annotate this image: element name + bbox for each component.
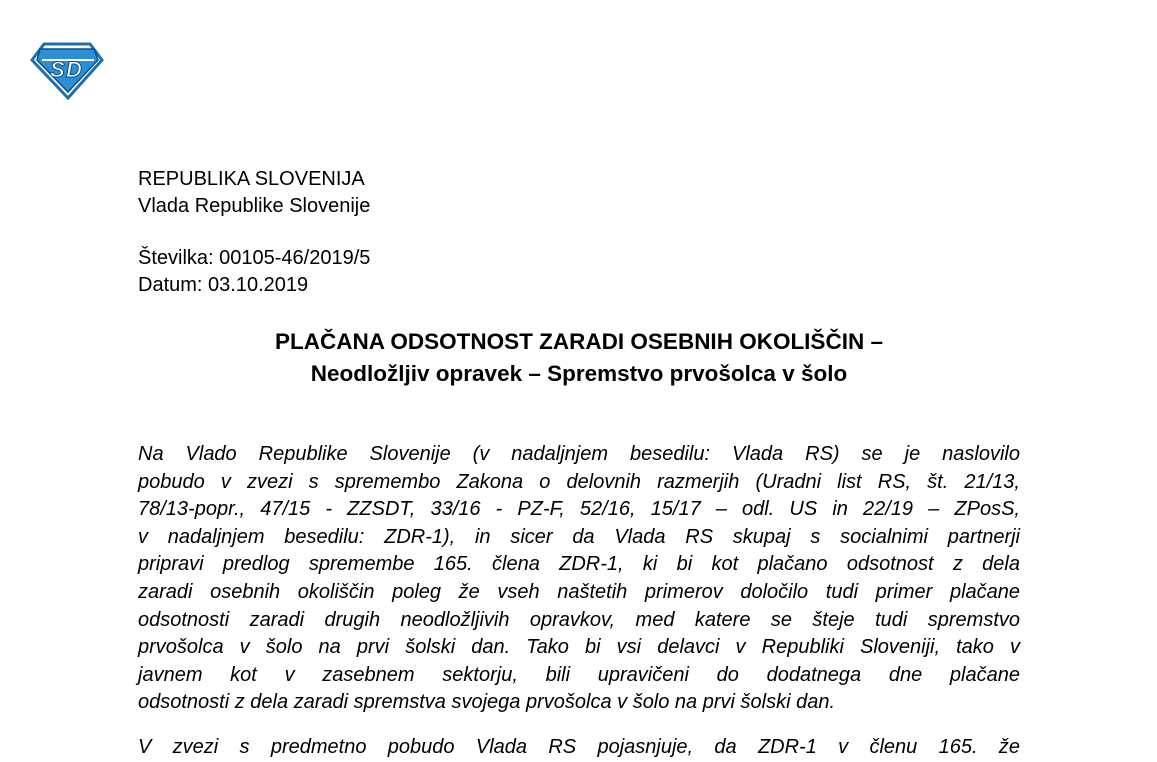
document-reference	[138, 245, 370, 299]
paragraph-2	[138, 734, 1020, 762]
document-title	[138, 326, 1020, 390]
body-line: V zvezi s predmetno pobudo Vlada RS pojasnjuje, da ZDR-1 v členu 165. že	[138, 735, 1020, 758]
body-line: Na Vlado Republike Slovenije (v nadaljnjem besedilu: Vlada RS) se je naslovilo	[138, 443, 1020, 465]
body-line: pripravi predlog spremembe 165. člena ZDR-1, ki bi kot plačano odsotnost z dela	[138, 553, 1020, 576]
paragraph-1	[138, 441, 1020, 717]
body-line: odsotnosti zaradi drugih neodložljivih opravkov, med katere se šteje tudi spremstvo	[138, 608, 1020, 631]
document-body	[138, 441, 1020, 762]
body-line: 78/13-popr., 47/15 - ZZSDT, 33/16 - PZ-F, 52/16, 15/17 – odl. US in 22/19 – ZPosS,	[138, 498, 1020, 521]
title-line-2: Neodložljiv opravek – Spremstvo prvošolca v šolo	[310, 361, 848, 386]
body-line: pobudo v zvezi s spremembo Zakona o delovnih razmerjih (Uradni list RS, št. 21/13,	[138, 470, 1020, 493]
reference-date: Datum: 03.10.2019	[138, 274, 309, 296]
body-line: prvošolca v šolo na prvi šolski dan. Tako bi vsi delavci v Republiki Sloveniji, tako v	[138, 636, 1020, 659]
header-country: REPUBLIKA SLOVENIJA	[138, 168, 365, 190]
svg-text:D: D	[66, 57, 82, 82]
reference-number: Številka: 00105-46/2019/5	[138, 247, 371, 269]
svg-text:S: S	[50, 57, 65, 82]
body-line: v nadaljnjem besedilu: ZDR-1), in sicer da Vlada RS skupaj s socialnimi partnerji	[138, 525, 1020, 548]
body-line: zaradi osebnih okoliščin poleg že vseh naštetih primerov določilo tudi primer plačane	[138, 580, 1020, 603]
body-line: odsotnosti z dela zaradi spremstva svojega prvošolca v šolo na prvi šolski dan.	[138, 691, 836, 714]
header-government: Vlada Republike Slovenije	[138, 195, 371, 217]
document-header	[138, 166, 370, 220]
title-line-1: PLAČANA ODSOTNOST ZARADI OSEBNIH OKOLIŠČIN –	[275, 329, 883, 354]
body-line: javnem kot v zasebnem sektorju, bili upravičeni do dodatnega dne plačane	[138, 663, 1020, 686]
sd-logo-icon	[30, 40, 104, 100]
